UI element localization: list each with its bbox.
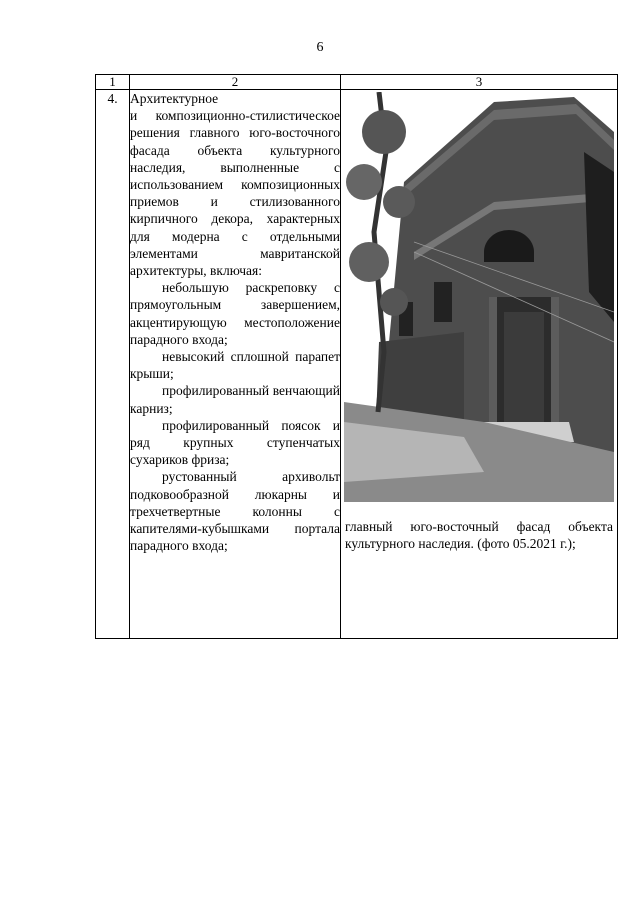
- description-intro: и композиционно-стилистическое решения главного юго-восточного фасада объекта культурного наследия, выполненные с использованием композиционных приемов и стилизованного кирпичного декора, характерных для модерна с отдельными элементами мавританской архитектуры, включая:: [130, 108, 340, 279]
- monument-table: [95, 74, 618, 639]
- facade-photo: [344, 92, 614, 502]
- header-col-2: 2: [130, 75, 341, 90]
- table-header-row: [96, 75, 618, 90]
- description-item: невысокий сплошной парапет крыши;: [130, 349, 340, 382]
- description-item: профилированный венчающий карниз;: [130, 383, 340, 416]
- page-number: 6: [316, 40, 324, 55]
- row-number: 4.: [96, 90, 130, 639]
- photo-caption: главный юго-восточный фасад объекта культурного наследия. (фото 05.2021 г.);: [345, 519, 613, 552]
- description-intro-line1: Архитектурное: [130, 91, 219, 106]
- row-description: [130, 90, 341, 639]
- row-photo-cell: [341, 90, 618, 639]
- description-item: рустованный архивольт подковообразной люкарны и трехчетвертные колонны с капителями-кубышками портала парадного входа;: [130, 469, 340, 554]
- description-item: небольшую раскреповку с прямоугольным завершением, акцентирующую местоположение парадного входа;: [130, 280, 340, 347]
- table-row: [96, 90, 618, 639]
- header-col-3: 3: [341, 75, 618, 90]
- header-col-1: 1: [96, 75, 130, 90]
- description-item: профилированный поясок и ряд крупных ступенчатых сухариков фриза;: [130, 417, 340, 468]
